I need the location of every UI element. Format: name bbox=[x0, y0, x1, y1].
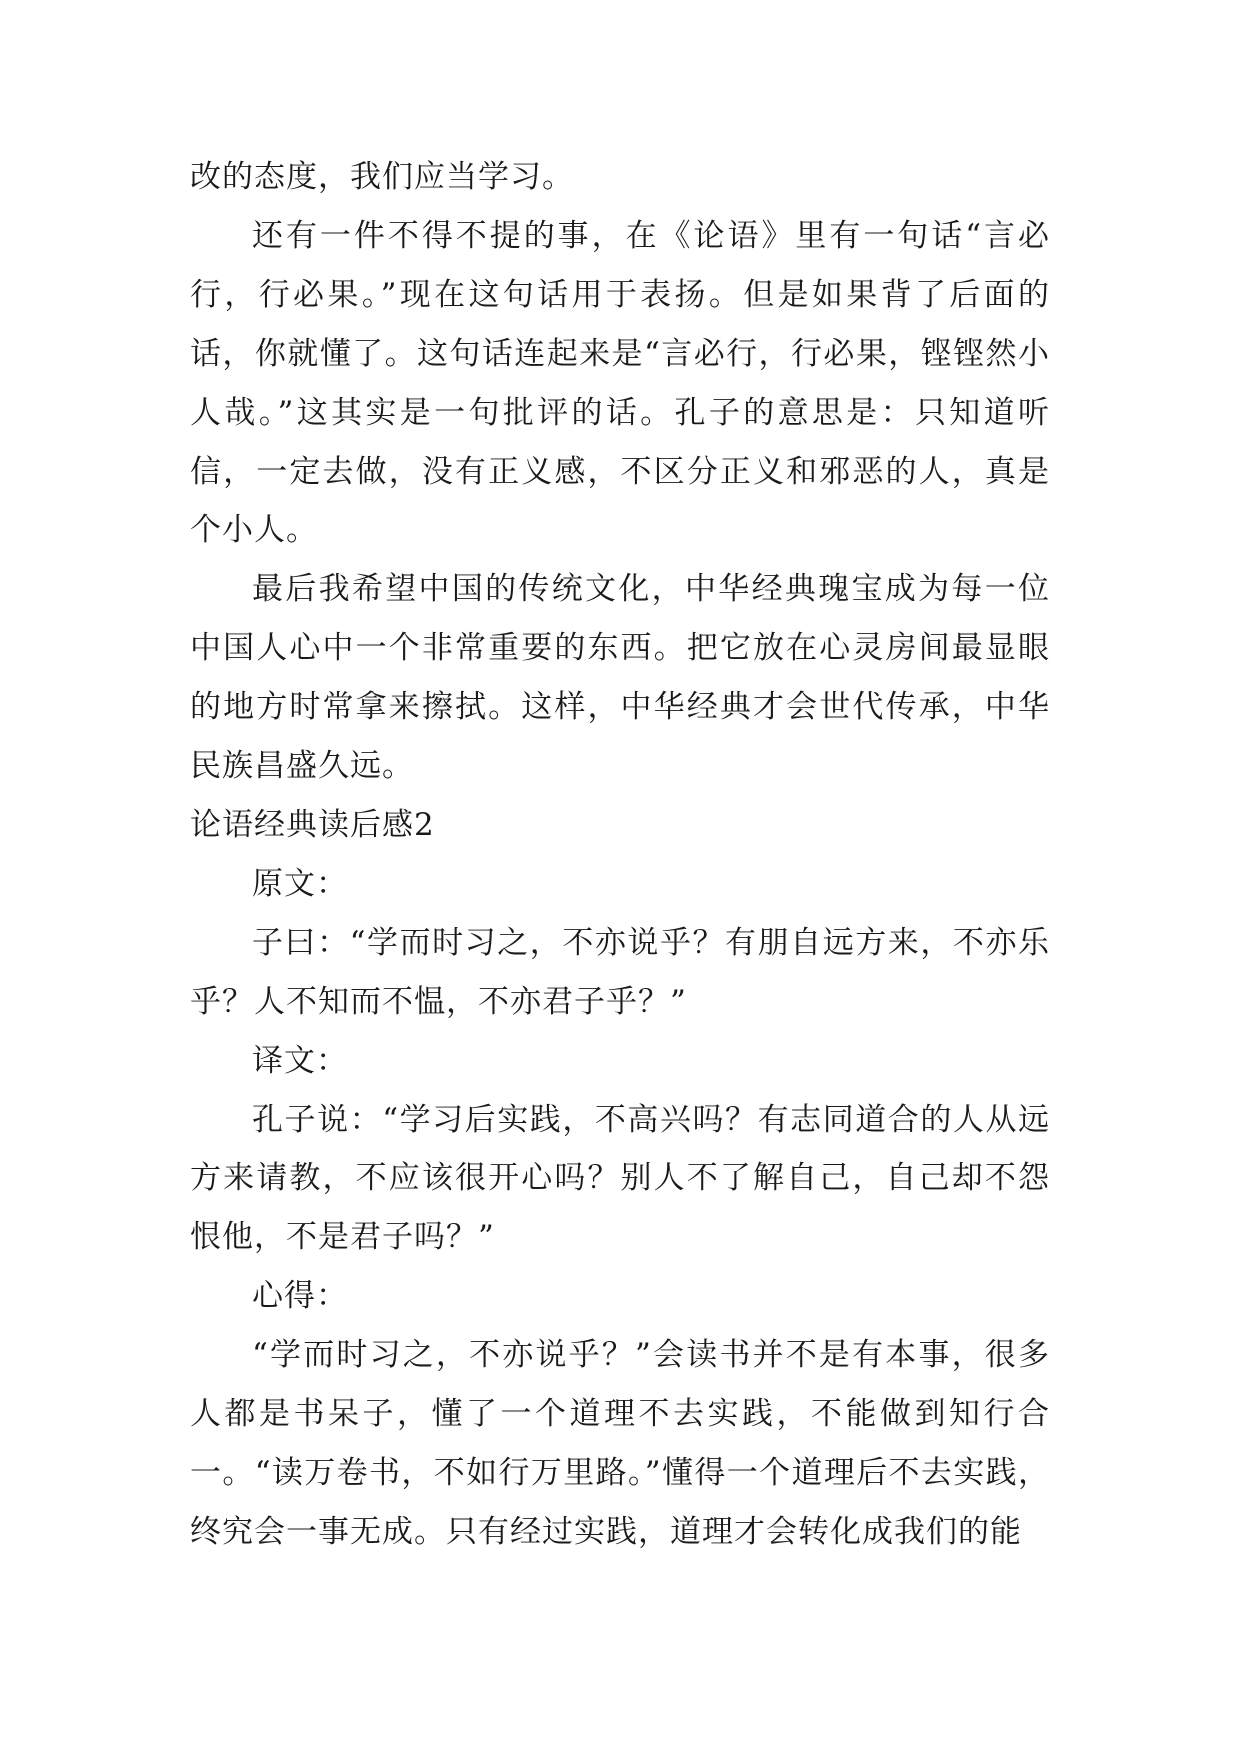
section-heading: 论语经典读后感2 bbox=[190, 806, 435, 843]
label-translation: 译文： bbox=[252, 1042, 348, 1079]
label-original-text: 原文： bbox=[252, 865, 348, 902]
paragraph-continued: 改的态度，我们应当学习。 bbox=[190, 159, 574, 195]
paragraph-translation: 孔子说：“学习后实践，不高兴吗？有志同道合的人从远方来请教，不应该很开心吗？别人不了解自己，自己却不怨恨他，不是君子吗？” bbox=[190, 1101, 1050, 1256]
paragraph-reflection: “学而时习之，不亦说乎？”会读书并不是有本事，很多人都是书呆子，懂了一个道理不去实践，不能做到知行合一。“读万卷书，不如行万里路。”懂得一个道理后不去实践，终究会一事无成。只有经过实践，道理才会转化成我们的能 bbox=[190, 1337, 1050, 1550]
paragraph-conclusion: 最后我希望中国的传统文化，中华经典瑰宝成为每一位中国人心中一个非常重要的东西。把它放在心灵房间最显眼的地方时常拿来擦拭。这样，中华经典才会世代传承，中华民族昌盛久远。 bbox=[190, 571, 1050, 785]
paragraph-promise-quote: 还有一件不得不提的事，在《论语》里有一句话“言必行，行必果。”现在这句话用于表扬。但是如果背了后面的话，你就懂了。这句话连起来是“言必行，行必果，铿铿然小人哉。”这其实是一句批评的话。孔子的意思是：只知道听信，一定去做，没有正义感，不区分正义和邪恶的人，真是个小人。 bbox=[190, 217, 1050, 549]
document-body bbox=[190, 148, 1050, 1562]
paragraph-original-text: 子曰：“学而时习之，不亦说乎？有朋自远方来，不亦乐乎？人不知而不愠，不亦君子乎？” bbox=[190, 924, 1050, 1020]
label-reflection: 心得： bbox=[252, 1278, 348, 1315]
